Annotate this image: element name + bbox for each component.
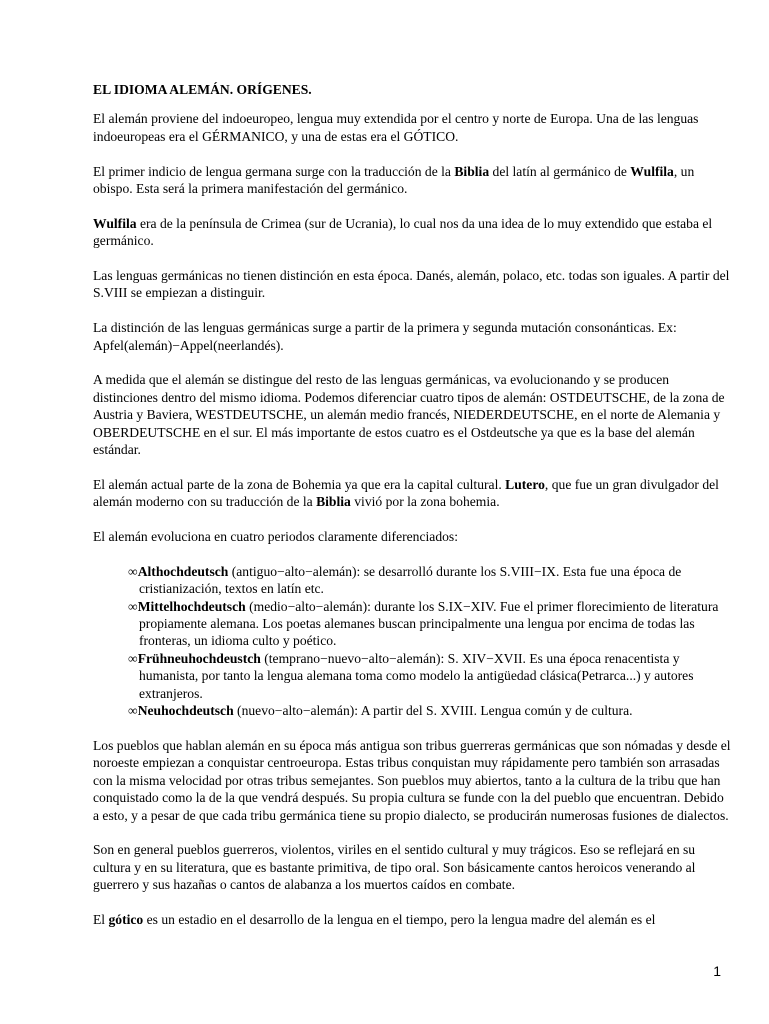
list-item [128, 650, 731, 702]
text-run: es un estadio en el desarrollo de la lengua en el tiempo, pero la lengua madre del alemán es el [143, 911, 656, 927]
paragraph-first-evidence [93, 163, 731, 198]
paragraph-dialects: A medida que el alemán se distingue del resto de las lenguas germánicas, va evolucionando y se producen distinciones dentro del mismo idioma. Podemos diferenciar cuatro tipos de alemán: OSTDEUTSCHE, de la zona de Austria y Baviera, WESTDEUTSCHE, un alemán medio francés, NIEDERDEUTSCHE, en el norte de Alemania y OBERDEUTSCHE en el sur. El más importante de estos cuatro es el Ostdeutsche ya que es la base del alemán estándar. [93, 372, 725, 458]
bold-term-gotico: gótico [108, 911, 144, 927]
paragraph-wulfila [93, 215, 731, 250]
bold-term-biblia: Biblia [454, 163, 490, 179]
paragraph-origin: El alemán proviene del indoeuropeo, lengua muy extendida por el centro y norte de Europa. Una de las lenguas indoeuropeas era el GÉRMANICO, y una de estas era el GÓTICO. [93, 111, 699, 144]
text-run: del latín al germánico de [489, 163, 631, 179]
text-run: , que fue un gran divulgador del alemán moderno con su traducción de la [93, 476, 719, 510]
infinity-bullet-icon: ∞ [128, 650, 138, 666]
document-title: EL IDIOMA ALEMÁN. ORÍGENES. [93, 82, 312, 97]
period-description: (antiguo−alto−alemán): se desarrolló durante los S.VIII−IX. Esta fue una época de cristianización, textos en latín etc. [139, 563, 682, 597]
text-run: era de la península de Crimea (sur de Ucrania), lo cual nos da una idea de lo muy extendido que estaba el germánico. [93, 215, 713, 249]
period-name: Mittelhochdeutsch [137, 598, 246, 614]
paragraph-bohemia [93, 476, 731, 511]
text-run: , un obispo. Esta será la primera manifestación del germánico. [93, 163, 695, 197]
document-page [93, 81, 731, 946]
period-name: Neuhochdeutsch [137, 703, 234, 719]
period-name: Frühneuhochdeustch [137, 650, 261, 666]
text-run: El primer indicio de lengua germana surge con la traducción de la [93, 163, 455, 179]
list-item [128, 563, 731, 598]
infinity-bullet-icon: ∞ [128, 703, 138, 719]
text-run: vivió por la zona bohemia. [350, 494, 500, 510]
infinity-bullet-icon: ∞ [128, 598, 138, 614]
list-item [128, 598, 731, 650]
paragraph-gothic [93, 911, 731, 928]
paragraph-warriors: Son en general pueblos guerreros, violentos, viriles en el sentido cultural y muy trágicos. Eso se reflejará en su cultura y en su literatura, que es bastante primitiva, de tipo oral. Son básicamente cantos heroicos venerando al guerrero y sus hazañas o cantos de alabanza a los muertos caídos en combate. [93, 842, 696, 893]
period-description: (temprano−nuevo−alto−alemán): S. XIV−XVII. Es una época renacentista y humanista, por tanto la lengua alemana toma como modelo la antigüedad clásica(Petrarca...) y autores extranjeros. [139, 650, 694, 701]
paragraph-mutation: La distinción de las lenguas germánicas surge a partir de la primera y segunda mutación consonánticas. Ex: Apfel(alemán)−Appel(neerlandés). [93, 320, 677, 353]
period-description: (nuevo−alto−alemán): A partir del S. XVIII. Lengua común y de cultura. [233, 703, 633, 719]
periods-list [93, 563, 731, 720]
page-number: 1 [713, 963, 721, 979]
paragraph-no-distinction: Las lenguas germánicas no tienen distinción en esta época. Danés, alemán, polaco, etc. todas son iguales. A partir del S.VIII se empiezan a distinguir. [93, 268, 730, 301]
bold-term-lutero: Lutero [505, 476, 545, 492]
bold-term-wulfila: Wulfila [630, 163, 674, 179]
period-name: Althochdeutsch [137, 563, 229, 579]
paragraph-tribes: Los pueblos que hablan alemán en su época más antigua son tribus guerreras germánicas que son nómadas y desde el noroeste empiezan a conquistar centroeuropa. Estas tribus conquistan muy rápidamente pero también son arrasadas con la misma velocidad por otras tribus semejantes. Son pueblos muy abiertos, tanto a la cultura de la tribu que han conquistado como la de la que vendrá después. Su propia cultura se funde con la del pueblo que encuentran. Debido a esto, y a pesar de que cada tribu germánica tiene su propio dialecto, se producirán numerosas fusiones de dialectos. [93, 737, 731, 823]
paragraph-periods-intro: El alemán evoluciona en cuatro periodos claramente diferenciados: [93, 529, 458, 545]
period-description: (medio−alto−alemán): durante los S.IX−XIV. Fue el primer florecimiento de literatura propiamente alemana. Los poetas alemanes buscan principalmente una lengua por encima de todas las fronteras, un idioma culto y poético. [139, 598, 719, 649]
bold-term-wulfila: Wulfila [93, 215, 137, 231]
text-run: El alemán actual parte de la zona de Bohemia ya que era la capital cultural. [93, 476, 506, 492]
list-item [128, 702, 731, 719]
infinity-bullet-icon: ∞ [128, 563, 138, 579]
text-run: El [93, 911, 109, 927]
bold-term-biblia: Biblia [316, 494, 351, 510]
